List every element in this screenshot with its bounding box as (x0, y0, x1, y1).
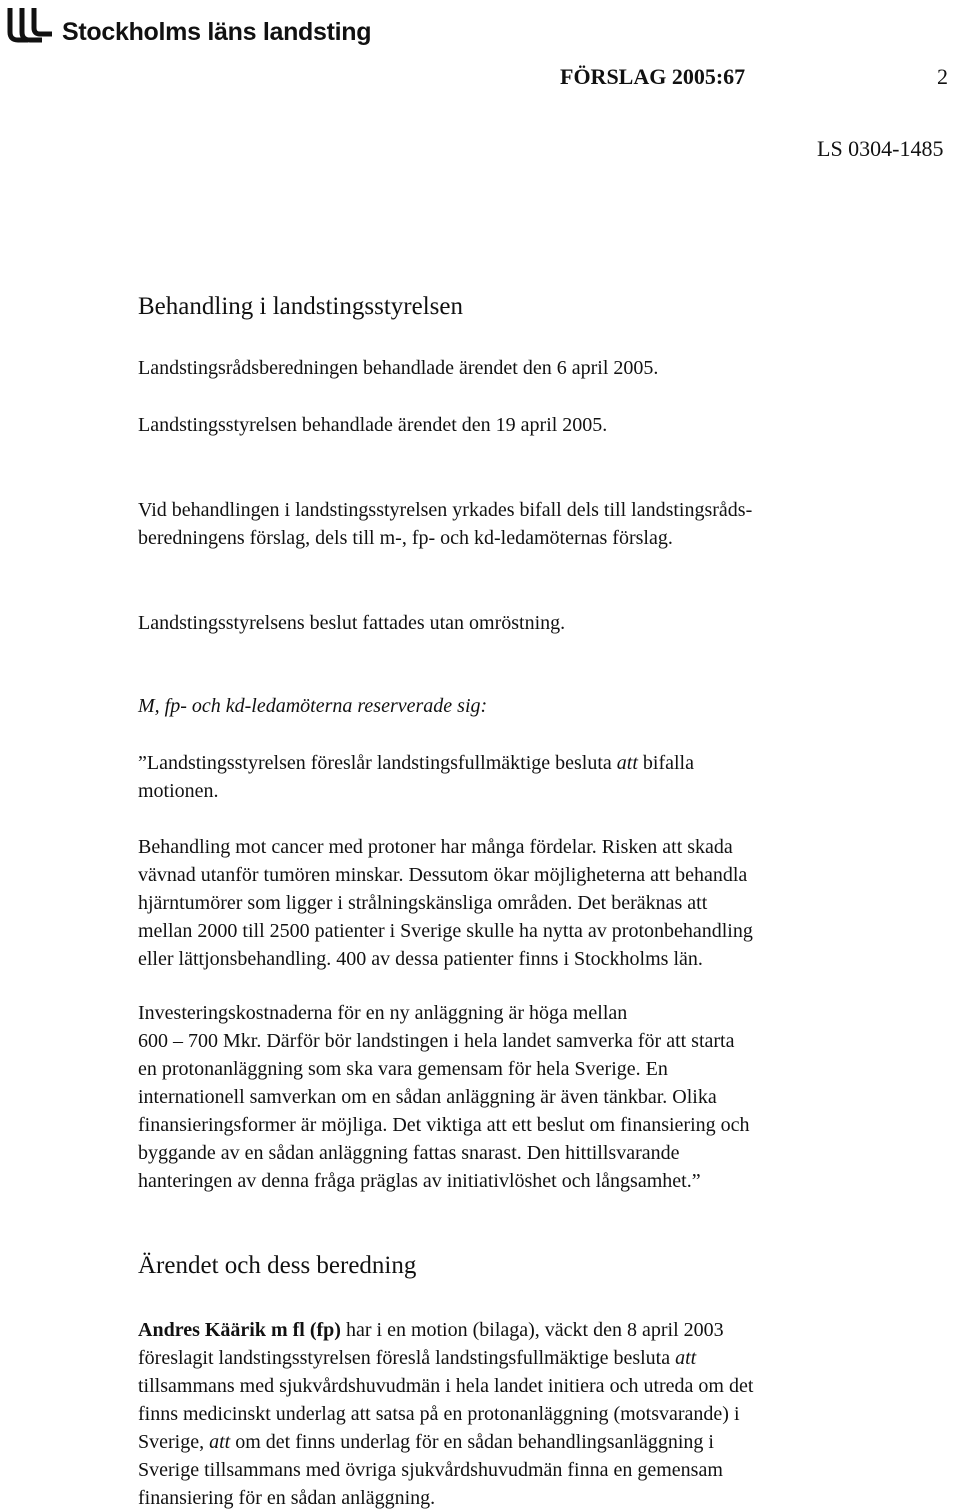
paragraph-text: Sverige, (138, 1431, 210, 1453)
paragraph-line: Vid behandlingen i landstingsstyrelsen yrkades bifall dels till landstingsråds- (138, 499, 753, 521)
paragraph-line: hjärntumörer som ligger i strålningskänsliga områden. Det beräknas att (138, 892, 708, 914)
paragraph-line: hanteringen av denna fråga präglas av initiativlöshet och långsamhet.” (138, 1170, 701, 1192)
quote-text: ”Landstingsstyrelsen föreslår landstingsfullmäktige besluta (138, 752, 617, 774)
logo-text: Stockholms läns landsting (62, 17, 372, 46)
paragraph-line: finansiering för en sådan anläggning. (138, 1487, 436, 1509)
quote-line (138, 749, 928, 777)
paragraph-text: föreslagit landstingsstyrelsen föreslå landstingsfullmäktige besluta (138, 1347, 676, 1369)
paragraph-line: internationell samverkan om en sådan anläggning är även tänkbar. Olika (138, 1086, 717, 1108)
paragraph-line: byggande av en sådan anläggning fattas snarast. Den hittillsvarande (138, 1142, 680, 1164)
quote-line: motionen. (138, 780, 219, 802)
section-heading-matter: Ärendet och dess beredning (138, 1252, 417, 1279)
paragraph: Landstingsstyrelsens beslut fattades utan omröstning. (138, 612, 566, 634)
att-emphasis: att (675, 1347, 697, 1369)
att-emphasis: att (209, 1431, 231, 1453)
quote-text: bifalla (637, 752, 694, 774)
att-emphasis: att (616, 752, 638, 774)
paragraph-line: beredningens förslag, dels till m-, fp- och kd-ledamöternas förslag. (138, 527, 673, 549)
reference-number: LS 0304-1485 (817, 136, 944, 161)
paragraph-line: mellan 2000 till 2500 patienter i Sverige skulle ha nytta av protonbehandling (138, 920, 753, 942)
paragraph-line: Behandling mot cancer med protoner har många fördelar. Risken att skada (138, 836, 733, 858)
reservation-quote (138, 749, 928, 805)
page-number: 2 (937, 64, 948, 89)
paragraph-line: en protonanläggning som ska vara gemensam för hela Sverige. En (138, 1058, 668, 1080)
landsting-emblem-icon (6, 6, 54, 48)
paragraph-line: finns medicinskt underlag att satsa på en protonanläggning (motsvarande) i (138, 1403, 740, 1425)
paragraph-line: Investeringskostnaderna för en ny anläggning är höga mellan (138, 1002, 628, 1024)
paragraph-line (138, 1428, 928, 1456)
paragraph-text: har i en motion (bilaga), väckt den 8 april 2003 (340, 1319, 724, 1341)
reservation-heading: M, fp- och kd-ledamöterna reserverade sig: (138, 695, 488, 717)
paragraph-line: vävnad utanför tumören minskar. Dessutom ökar möjligheterna att behandla (138, 864, 748, 886)
paragraph-line (138, 1344, 928, 1372)
paragraph-text: om det finns underlag för en sådan behandlingsanläggning i (230, 1431, 714, 1453)
paragraph-line (138, 1316, 928, 1344)
paragraph-motion (138, 1316, 928, 1512)
section-heading-treatment: Behandling i landstingsstyrelsen (138, 293, 463, 320)
paragraph-line: 600 – 700 Mkr. Därför bör landstingen i hela landet samverka för att starta (138, 1030, 735, 1052)
paragraph-line: finansieringsformer är möjliga. Det viktiga att ett beslut om finansiering och (138, 1114, 750, 1136)
motion-author: Andres Käärik m fl (fp) (138, 1319, 341, 1341)
paragraph-benefits (138, 833, 928, 973)
paragraph-line: Sverige tillsammans med övriga sjukvårdshuvudmän finna en gemensam (138, 1459, 723, 1481)
paragraph-line: tillsammans med sjukvårdshuvudmän i hela landet initiera och utreda om det (138, 1375, 754, 1397)
document-id: FÖRSLAG 2005:67 (560, 64, 746, 89)
paragraph (138, 496, 928, 552)
paragraph: Landstingsstyrelsen behandlade ärendet den 19 april 2005. (138, 414, 608, 436)
paragraph: Landstingsrådsberedningen behandlade ärendet den 6 april 2005. (138, 357, 659, 379)
logo (6, 6, 371, 48)
paragraph-investment (138, 999, 928, 1195)
paragraph-line: eller lättjonsbehandling. 400 av dessa patienter finns i Stockholms län. (138, 948, 703, 970)
